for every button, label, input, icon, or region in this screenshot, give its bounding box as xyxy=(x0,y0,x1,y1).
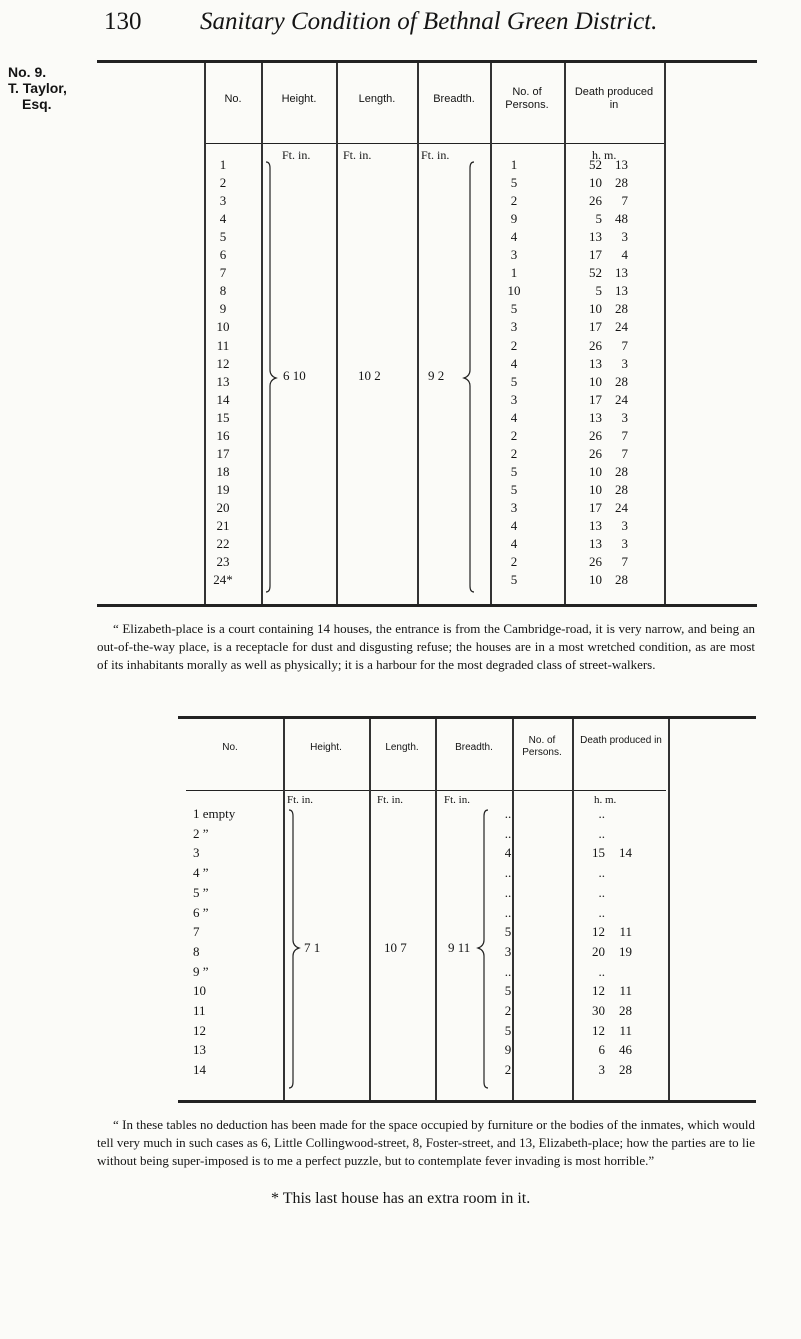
table1-cell-no: 15 xyxy=(216,409,230,425)
table2-cell-m xyxy=(610,864,632,882)
table1-cell-no: 12 xyxy=(216,355,230,371)
table2-cell-m xyxy=(610,904,632,922)
margin-note-line-2: T. Taylor, xyxy=(8,80,67,96)
table2-cell-persons: .. xyxy=(504,825,512,841)
table1-cell-persons: 2 xyxy=(510,193,518,209)
table-1-divider xyxy=(204,63,206,604)
table2-cell-no: 2 ” xyxy=(193,825,209,841)
table-1-unit-breadth: Ft. in. xyxy=(421,148,450,162)
table1-cell-no: 7 xyxy=(219,265,227,281)
table1-cell-h: 5 xyxy=(595,283,602,299)
table1-cell-m: 28 xyxy=(615,175,628,191)
table1-cell-h: 26 xyxy=(589,337,602,353)
table2-cell-m: 11 xyxy=(619,1022,632,1038)
table1-cell-no: 3 xyxy=(219,193,227,209)
table2-cell-h: .. xyxy=(598,825,605,841)
table2-cell-h: 12 xyxy=(592,1022,605,1038)
table1-cell-h: 10 xyxy=(589,463,602,479)
table2-cell-m: 11 xyxy=(619,924,632,940)
table2-cell-persons: .. xyxy=(504,806,512,821)
page-number: 130 xyxy=(104,8,142,35)
table2-cell-persons: 2 xyxy=(504,1003,512,1018)
table2-cell-h: 12 xyxy=(592,924,605,940)
table1-cell-m: 28 xyxy=(615,373,628,389)
table-2-unit-death: h. m. xyxy=(594,794,617,806)
paragraph-elizabeth-place: “ Elizabeth-place is a court containing 14 houses, the entrance is from the Cambridge-road, it is very narrow, and being an out-of-the-way place, is a receptacle for dust and disgusting refuse; the houses are in a most wretched condition, as are most of its inhabitants morally as well as physically; it is a harbour for the most degraded class of street-walkers. xyxy=(97,621,755,672)
table1-cell-m: 7 xyxy=(621,193,628,209)
table1-cell-m: 3 xyxy=(621,355,628,371)
table-2-header-death: Death produced in xyxy=(580,735,662,746)
table2-cell-m: 46 xyxy=(619,1042,632,1058)
table-1-length-value: 10 2 xyxy=(358,368,381,383)
table1-cell-no: 8 xyxy=(219,283,227,299)
table1-cell-persons: 5 xyxy=(510,175,518,191)
table-1-header-no: No. xyxy=(224,93,242,105)
table1-cell-persons: 2 xyxy=(510,554,518,570)
table2-cell-persons: 9 xyxy=(504,1042,512,1058)
table1-cell-no: 9 xyxy=(219,301,227,317)
table2-cell-no: 14 xyxy=(193,1062,206,1078)
table2-cell-persons: 4 xyxy=(504,845,512,861)
table-2-header-persons: No. of Persons. xyxy=(522,735,562,758)
table1-cell-h: 13 xyxy=(589,229,602,245)
table1-cell-no: 23 xyxy=(216,554,230,570)
table1-cell-h: 13 xyxy=(589,409,602,425)
table2-cell-h: .. xyxy=(598,865,605,881)
table1-cell-h: 13 xyxy=(589,518,602,533)
table2-cell-m: 28 xyxy=(619,1062,632,1078)
table2-cell-m xyxy=(610,963,632,981)
table1-cell-m: 7 xyxy=(621,427,628,443)
table1-cell-h: 17 xyxy=(589,499,602,515)
table1-cell-no: 4 xyxy=(219,211,227,227)
table-2-divider xyxy=(572,719,574,1100)
table2-cell-h: 3 xyxy=(598,1062,605,1078)
table2-cell-h: 15 xyxy=(592,845,605,861)
table-2-header-rule xyxy=(186,790,666,791)
paragraph-deduction-note: “ In these tables no deduction has been made for the space occupied by furniture or the bodies of the inmates, which would tell very much in such cases as 6, Little Collingwood-street, 8, Foster-street, and 13, Elizabeth-place; how the parties are to lie without being super-imposed is to me a perfect puzzle, but to contemplate fever invading is most horrible.” xyxy=(97,1117,755,1168)
table1-cell-no: 17 xyxy=(216,445,230,461)
table-1-unit-length: Ft. in. xyxy=(343,148,372,162)
table1-cell-m: 28 xyxy=(615,301,628,317)
table1-cell-persons: 4 xyxy=(510,409,518,425)
table-2-height-brace xyxy=(285,806,303,1096)
table-1-divider xyxy=(564,63,566,604)
table1-cell-h: 17 xyxy=(589,247,602,263)
table1-cell-h: 13 xyxy=(589,536,602,552)
table-2-breadth-brace xyxy=(476,806,494,1096)
table2-cell-h: .. xyxy=(598,884,605,900)
footnote: * This last house has an extra room in it. xyxy=(271,1190,531,1207)
table2-cell-h: .. xyxy=(598,904,605,920)
table1-cell-h: 10 xyxy=(589,572,602,588)
table-2-height-value: 7 1 xyxy=(304,940,321,955)
table2-cell-m xyxy=(610,825,632,843)
table1-cell-h: 10 xyxy=(589,301,602,317)
table-1-unit-death: h. m. xyxy=(592,148,617,162)
table1-cell-no: 2 xyxy=(219,175,227,191)
margin-note-line-1: No. 9. xyxy=(8,64,47,80)
table2-cell-h: .. xyxy=(598,963,605,979)
table1-cell-no: 21 xyxy=(216,518,230,533)
table1-cell-m: 13 xyxy=(615,283,628,299)
table2-cell-h: 20 xyxy=(592,943,605,959)
table1-cell-persons: 4 xyxy=(510,355,518,371)
table1-cell-persons: 4 xyxy=(510,536,518,552)
table2-cell-persons: 5 xyxy=(504,1022,512,1038)
table2-cell-no: 7 xyxy=(193,924,200,940)
table2-cell-persons: .. xyxy=(504,963,512,979)
table1-cell-persons: 5 xyxy=(510,373,518,389)
table1-cell-persons: 10 xyxy=(507,283,521,299)
table1-cell-persons: 3 xyxy=(510,499,518,515)
table1-cell-h: 5 xyxy=(595,211,602,227)
table-2-length-value: 10 7 xyxy=(384,940,407,955)
table-2-header-no: No. xyxy=(222,742,238,753)
table-1-header-length: Length. xyxy=(358,93,396,105)
table1-cell-m: 24 xyxy=(615,319,628,335)
table-1-divider xyxy=(664,63,666,604)
table2-cell-no: 3 xyxy=(193,845,200,861)
table1-cell-no: 22 xyxy=(216,536,230,552)
table-1-header-breadth: Breadth. xyxy=(433,93,475,105)
table-1-breadth-value: 9 2 xyxy=(428,368,445,383)
table1-cell-persons: 5 xyxy=(510,463,518,479)
table1-cell-no: 19 xyxy=(216,481,230,497)
table1-cell-h: 26 xyxy=(589,193,602,209)
table1-cell-persons: 4 xyxy=(510,229,518,245)
table1-cell-no: 16 xyxy=(216,427,230,443)
table-1-top-rule xyxy=(97,60,757,63)
table2-cell-m: 28 xyxy=(619,1003,632,1018)
table1-cell-h: 13 xyxy=(589,355,602,371)
table1-cell-no: 24* xyxy=(213,572,233,588)
table-2-divider xyxy=(435,719,437,1100)
table1-cell-h: 10 xyxy=(589,481,602,497)
table1-cell-persons: 1 xyxy=(510,157,518,172)
table1-cell-m: 7 xyxy=(621,337,628,353)
table1-cell-no: 14 xyxy=(216,391,230,407)
table1-cell-no: 20 xyxy=(216,499,230,515)
table2-cell-no: 11 xyxy=(193,1003,206,1018)
table1-cell-persons: 2 xyxy=(510,445,518,461)
table1-cell-persons: 1 xyxy=(510,265,518,281)
table-2-unit-length: Ft. in. xyxy=(377,794,403,806)
table1-cell-persons: 9 xyxy=(510,211,518,227)
table1-cell-no: 18 xyxy=(216,463,230,479)
table1-cell-m: 24 xyxy=(615,391,628,407)
table2-cell-no: 8 xyxy=(193,943,200,959)
table1-cell-m: 48 xyxy=(615,211,628,227)
table-2-unit-height: Ft. in. xyxy=(287,794,313,806)
table1-cell-persons: 5 xyxy=(510,572,518,588)
table2-cell-h: 6 xyxy=(598,1042,605,1058)
table-2-divider xyxy=(369,719,371,1100)
table1-cell-m: 3 xyxy=(621,409,628,425)
table-2-header-height: Height. xyxy=(310,742,342,753)
table2-cell-h: 12 xyxy=(592,983,605,999)
table2-cell-no: 1 empty xyxy=(193,806,236,821)
table2-cell-persons: .. xyxy=(504,865,512,881)
table1-cell-h: 17 xyxy=(589,319,602,335)
margin-note-line-3: Esq. xyxy=(22,96,52,112)
table1-cell-h: 10 xyxy=(589,175,602,191)
table2-cell-m: 19 xyxy=(619,943,632,959)
table1-cell-m: 13 xyxy=(615,157,628,172)
table1-cell-m: 24 xyxy=(615,499,628,515)
table-1-height-value: 6 10 xyxy=(283,368,306,383)
table1-cell-no: 13 xyxy=(216,373,230,389)
table1-cell-persons: 5 xyxy=(510,301,518,317)
table2-cell-no: 4 ” xyxy=(193,865,209,881)
table-1-header-rule xyxy=(205,143,665,144)
table1-cell-m: 3 xyxy=(621,536,628,552)
table1-cell-persons: 2 xyxy=(510,337,518,353)
table1-cell-m: 13 xyxy=(615,265,628,281)
table1-cell-m: 7 xyxy=(621,445,628,461)
table1-cell-h: 26 xyxy=(589,445,602,461)
table1-cell-persons: 3 xyxy=(510,391,518,407)
table1-cell-h: 26 xyxy=(589,427,602,443)
table2-cell-m: 14 xyxy=(619,845,632,861)
table-1-header-persons: No. of Persons. xyxy=(505,86,549,111)
table1-cell-persons: 5 xyxy=(510,481,518,497)
table-2-header-length: Length. xyxy=(385,742,419,753)
table-2-bottom-rule xyxy=(178,1100,756,1103)
table2-cell-persons: 5 xyxy=(504,924,512,940)
table1-cell-m: 3 xyxy=(621,518,628,533)
table1-cell-m: 28 xyxy=(615,463,628,479)
table2-cell-m: 11 xyxy=(619,983,632,999)
table2-cell-persons: 3 xyxy=(504,943,512,959)
table2-cell-no: 5 ” xyxy=(193,884,209,900)
table2-cell-no: 12 xyxy=(193,1022,206,1038)
table2-cell-persons: .. xyxy=(504,904,512,920)
table2-cell-persons: 5 xyxy=(504,983,512,999)
table2-cell-m xyxy=(610,805,632,823)
table2-cell-persons: .. xyxy=(504,884,512,900)
table1-cell-persons: 4 xyxy=(510,518,518,533)
table1-cell-h: 52 xyxy=(589,157,602,172)
table1-cell-no: 11 xyxy=(216,337,230,353)
table2-cell-no: 9 ” xyxy=(193,963,209,979)
table1-cell-h: 17 xyxy=(589,391,602,407)
table1-cell-persons: 3 xyxy=(510,247,518,263)
table2-cell-persons: 2 xyxy=(504,1062,512,1078)
table-1-divider xyxy=(490,63,492,604)
table1-cell-no: 6 xyxy=(219,247,227,263)
table-2-breadth-value: 9 11 xyxy=(448,940,471,955)
table1-cell-h: 26 xyxy=(589,554,602,570)
table-1-header-height: Height. xyxy=(281,93,317,105)
table1-cell-persons: 3 xyxy=(510,319,518,335)
table-2-divider xyxy=(668,719,670,1100)
table-1-unit-height: Ft. in. xyxy=(282,148,311,162)
table2-cell-h: 30 xyxy=(592,1003,605,1018)
running-head: Sanitary Condition of Bethnal Green District. xyxy=(200,8,658,35)
table1-cell-m: 28 xyxy=(615,481,628,497)
table1-cell-persons: 2 xyxy=(510,427,518,443)
table1-cell-h: 10 xyxy=(589,373,602,389)
table-2-header-breadth: Breadth. xyxy=(455,742,493,753)
table-2-unit-breadth: Ft. in. xyxy=(444,794,470,806)
table-1-divider xyxy=(336,63,338,604)
table-1-divider xyxy=(417,63,419,604)
table1-cell-no: 10 xyxy=(216,319,230,335)
table-1-bottom-rule xyxy=(97,604,757,607)
table-1-header-death: Death produced in xyxy=(574,86,654,111)
table1-cell-h: 52 xyxy=(589,265,602,281)
table2-cell-no: 10 xyxy=(193,983,206,999)
table-1-height-brace xyxy=(262,158,280,598)
table1-cell-m: 3 xyxy=(621,229,628,245)
table2-cell-m xyxy=(610,884,632,902)
table1-cell-m: 7 xyxy=(621,554,628,570)
table1-cell-no: 1 xyxy=(219,157,227,172)
table1-cell-no: 5 xyxy=(219,229,227,245)
table2-cell-h: .. xyxy=(598,806,605,821)
table-1-breadth-brace xyxy=(462,158,480,598)
table1-cell-m: 28 xyxy=(615,572,628,588)
table1-cell-m: 4 xyxy=(621,247,628,263)
table2-cell-no: 13 xyxy=(193,1042,206,1058)
table2-cell-no: 6 ” xyxy=(193,904,209,920)
